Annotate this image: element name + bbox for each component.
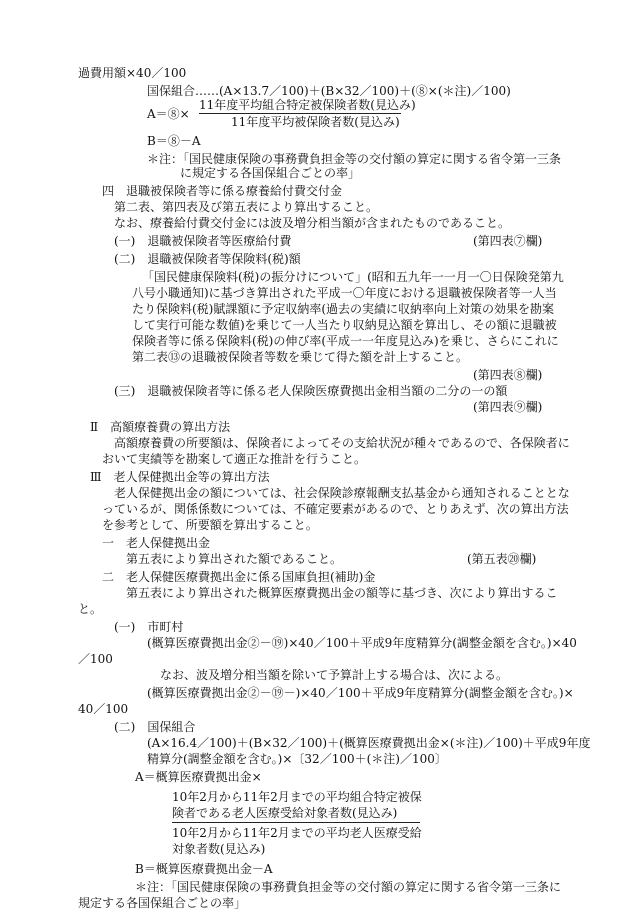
chapter-heading: Ⅱ 高額療養費の算出方法: [90, 420, 231, 434]
subsection-heading: (二) 国保組合: [114, 720, 196, 734]
text-line: おいて実績等を勘案して適正な推計を行うこと。: [102, 452, 367, 466]
text-line: 八号小職通知)に基づき算出された平成一〇年度における退職被保険者等一人当: [132, 286, 557, 300]
fraction-bar: [172, 822, 420, 823]
text-line: 第五表により算出された額であること。: [126, 552, 343, 566]
text-line: っているが、関係係数については、不確定要素があるので、とりあえず、次の算出方法: [102, 502, 569, 516]
footnote-line: 規定する各国保組合ごとの率」: [78, 896, 247, 910]
text-line: 老人保健拠出金の額については、社会保険診療報酬支払基金から通知されることとな: [114, 486, 570, 500]
formula-line: A＝概算医療費拠出金×: [135, 770, 262, 784]
text-line: 高額療養費の所要額は、保険者によってその支給状況が種々であるので、各保険者に: [114, 436, 570, 450]
text-line: 第二表、第四表及び第五表により算出すること。: [114, 200, 379, 214]
formula-line: B＝⑧－A: [147, 134, 201, 148]
text-line: して実行可能な数値)を乗じて一人当たり収納見込額を算出し、その額に退職被: [132, 318, 557, 332]
footnote-line: ＊注：「国民健康保険の事務費負担金等の交付額の算定に関する省令第一三条に: [135, 880, 562, 894]
text-line: と。: [78, 602, 103, 616]
fraction-bar: [199, 113, 401, 114]
table-reference: (第四表⑦欄): [473, 234, 543, 248]
fraction-numerator: 10年2月から11年2月までの平均組合特定被保: [172, 790, 422, 804]
fraction-numerator: 険者である老人医療受給対象者数(見込み): [172, 806, 398, 820]
formula-line: 国保組合……(A×13.7／100)＋(B×32／100)＋(⑧×(＊注)／100): [147, 84, 511, 98]
formula-line: (概算医療費拠出金②－⑲－)×40／100＋平成9年度精算分(調整金額を含む。)×: [147, 686, 574, 700]
formula-prefix: A＝⑧×: [147, 107, 190, 121]
formula-line: (概算医療費拠出金②－⑲)×40／100＋平成9年度精算分(調整金額を含む。)×40: [147, 636, 577, 650]
table-reference: (第四表⑨欄): [473, 400, 543, 414]
fraction-denominator: 対象者数(見込み): [172, 842, 266, 856]
text-line: なお、療養給付費交付金には波及増分相当額が含まれたものであること。: [114, 216, 511, 230]
section-heading: 一 老人保健拠出金: [102, 536, 211, 550]
text-line: なお、波及増分相当額を除いて予算計上する場合は、次による。: [160, 668, 509, 682]
footnote-line: ＊注：「国民健康保険の事務費負担金等の交付額の算定に関する省令第一三条: [147, 152, 562, 166]
chapter-heading: Ⅲ 老人保健拠出金等の算出方法: [90, 470, 270, 484]
fraction-numerator: 11年度平均組合特定被保険者数(見込み): [199, 98, 416, 112]
section-heading: 四 退職被保険者等に係る療養給付費交付金: [102, 184, 343, 198]
text-line: 「国民健康保険料(税)の振分けについて」(昭和五九年一一月一〇日保険発第九: [142, 270, 564, 284]
fraction-denominator: 11年度平均被保険者数(見込み): [231, 115, 400, 129]
text-line: たり保険料(税)賦課額に予定収納率(過去の実績に収納率向上対策の効果を勘案: [132, 302, 555, 316]
text-line: 第二表⑬の退職被保険者等数を乗じて得た額を計上すること。: [132, 350, 469, 364]
formula-line: ／100: [78, 652, 113, 666]
text-line: を参考として、所要額を算出すること。: [102, 518, 318, 532]
formula-line: B＝概算医療費拠出金－A: [135, 862, 273, 876]
text-line: 過費用額×40／100: [78, 66, 187, 80]
table-reference: (第五表⑳欄): [467, 552, 537, 566]
text-line: 保険者等に係る保険料(税)の伸び率(平成一一年度見込み)を乗じ、さらにこれに: [132, 334, 559, 348]
formula-line: 精算分(調整金額を含む。)×〔32／100＋(＊注)／100〕: [147, 752, 447, 766]
subsection-heading: (三) 退職被保険者等に係る老人保険医療費拠出金相当額の二分の一の額: [114, 384, 508, 398]
footnote-line: に規定する各国保組合ごとの率」: [180, 166, 361, 180]
subsection-heading: (二) 退職被保険者等保険料(税)額: [114, 252, 301, 266]
formula-line: 40／100: [78, 702, 129, 716]
subsection-heading: (一) 退職被保険者等医療給付費: [114, 234, 292, 248]
section-heading: 二 老人保健医療費拠出金に係る国庫負担(補助)金: [102, 570, 376, 584]
fraction-denominator: 10年2月から11年2月までの平均老人医療受給: [172, 826, 422, 840]
text-line: 第五表により算出された概算医療費拠出金の額等に基づき、次により算出するこ: [126, 586, 558, 600]
formula-line: (A×16.4／100)＋(B×32／100)＋(概算医療費拠出金×(＊注)／100)＋平成9年度: [147, 736, 591, 750]
table-reference: (第四表⑧欄): [473, 368, 543, 382]
subsection-heading: (一) 市町村: [114, 620, 184, 634]
